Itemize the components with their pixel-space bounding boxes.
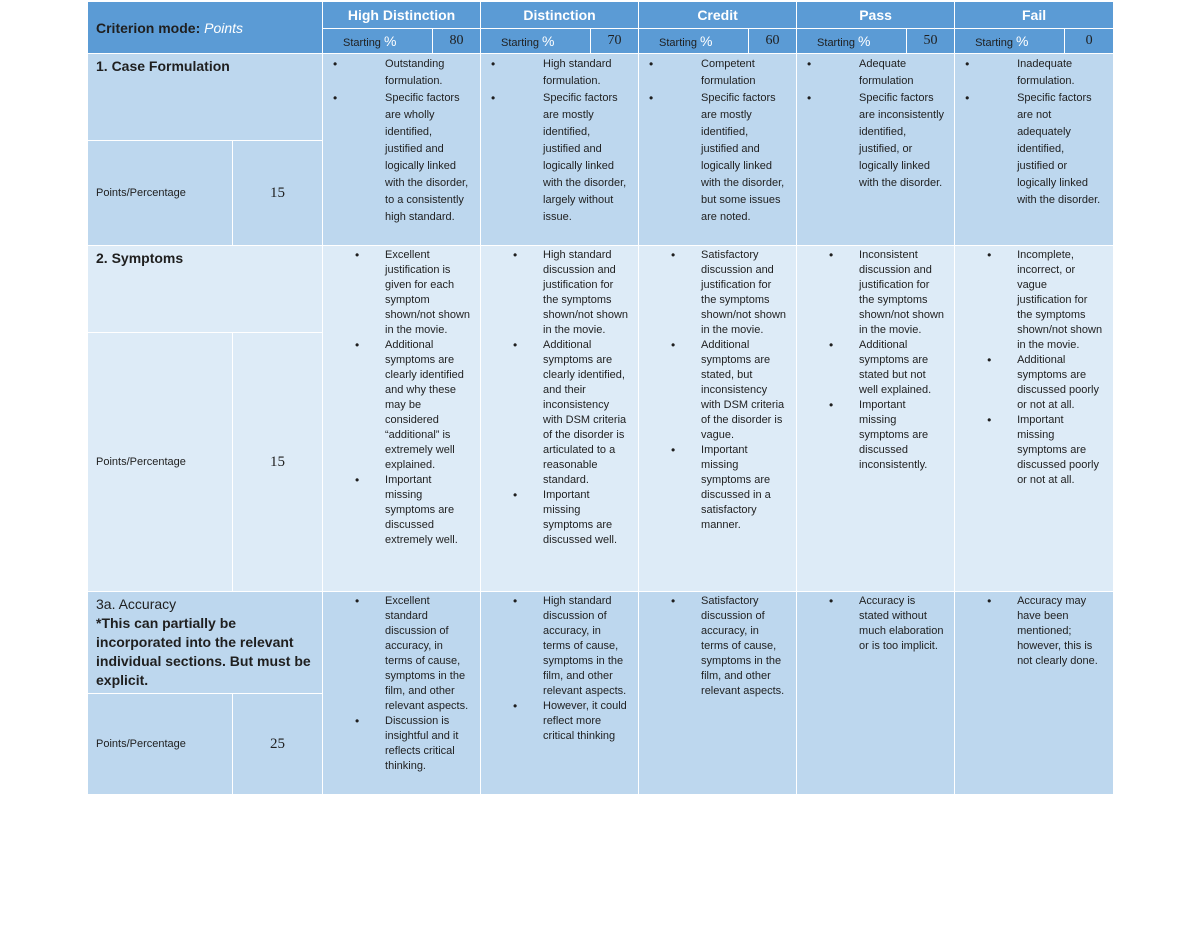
descriptor-list — [955, 56, 1113, 209]
criterion-mode-value: Points — [204, 19, 244, 36]
criterion-row-symptoms — [88, 246, 1114, 333]
starting-label-cell — [323, 29, 433, 54]
level-header-high-distinction: High Distinction — [323, 2, 481, 29]
descriptor-cell — [955, 54, 1114, 246]
descriptor-item: • Excellent standard discussion of accuracy, in terms of cause, symptoms in the film, and other relevant aspects. — [323, 594, 480, 714]
points-label: Points/Percentage — [88, 333, 233, 592]
descriptor-list — [797, 56, 954, 192]
descriptor-list — [323, 248, 480, 548]
level-header-pass: Pass — [797, 2, 955, 29]
starting-value-fail: 0 — [1065, 29, 1114, 54]
descriptor-cell — [797, 592, 955, 795]
descriptor-item: • Important missing symptoms are discussed extremely well. — [323, 473, 480, 548]
starting-label-cell — [955, 29, 1065, 54]
descriptor-item: • However, it could reflect more critical thinking — [481, 699, 638, 744]
descriptor-item: • Competent formulation — [639, 56, 796, 90]
descriptor-list — [797, 248, 954, 473]
starting-value-credit: 60 — [749, 29, 797, 54]
descriptor-cell — [797, 54, 955, 246]
starting-label: Starting — [659, 37, 697, 49]
descriptor-item: • Discussion is insightful and it reflects critical thinking. — [323, 714, 480, 774]
percent-symbol: % — [384, 33, 397, 49]
starting-label: Starting — [975, 37, 1013, 49]
descriptor-list — [481, 56, 638, 226]
starting-label-cell — [481, 29, 591, 54]
descriptor-cell — [955, 246, 1114, 592]
descriptor-cell — [323, 54, 481, 246]
descriptor-item: • Accuracy is stated without much elaboration or is too implicit. — [797, 594, 954, 654]
descriptor-list — [955, 594, 1113, 669]
starting-value-pass: 50 — [907, 29, 955, 54]
descriptor-item: • Additional symptoms are stated, but inconsistency with DSM criteria of the disorder is vague. — [639, 338, 796, 443]
descriptor-list — [639, 56, 796, 226]
descriptor-cell — [639, 246, 797, 592]
criterion-mode-label: Criterion mode: — [96, 19, 201, 36]
header-row — [88, 2, 1114, 29]
percent-symbol: % — [1016, 33, 1029, 49]
descriptor-item: • Additional symptoms are stated but not well explained. — [797, 338, 954, 398]
descriptor-item: • Excellent justification is given for each symptom shown/not shown in the movie. — [323, 248, 480, 338]
descriptor-item: • Specific factors are mostly identified, justified and logically linked with the disorder, but some issues are noted. — [639, 90, 796, 226]
criterion-row-case-formulation — [88, 54, 1114, 141]
descriptor-cell — [481, 592, 639, 795]
descriptor-cell — [955, 592, 1114, 795]
starting-label: Starting — [817, 37, 855, 49]
percent-symbol: % — [858, 33, 871, 49]
criterion-title: 3a. Accuracy — [96, 596, 177, 612]
descriptor-list — [323, 56, 480, 226]
descriptor-item: • Incomplete, incorrect, or vague justification for the symptoms shown/not shown in the movie. — [955, 248, 1113, 353]
descriptor-item: • Specific factors are inconsistently identified, justified, or logically linked with the disorder. — [797, 90, 954, 192]
criterion-title-cell — [88, 592, 323, 694]
starting-label: Starting — [501, 37, 539, 49]
descriptor-item: • High standard formulation. — [481, 56, 638, 90]
descriptor-cell — [481, 246, 639, 592]
descriptor-item: • Important missing symptoms are discussed inconsistently. — [797, 398, 954, 473]
criterion-note: *This can partially be incorporated into the relevant individual sections. But must be explicit. — [96, 615, 311, 688]
descriptor-cell — [323, 246, 481, 592]
starting-value-high-distinction: 80 — [433, 29, 481, 54]
starting-label-cell — [797, 29, 907, 54]
descriptor-item: • Specific factors are not adequately identified, justified or logically linked with the disorder. — [955, 90, 1113, 209]
descriptor-item: • Important missing symptoms are discussed well. — [481, 488, 638, 548]
points-value: 15 — [233, 141, 323, 246]
descriptor-item: • Satisfactory discussion of accuracy, in terms of cause, symptoms in the film, and other relevant aspects. — [639, 594, 796, 699]
criterion-row-accuracy — [88, 592, 1114, 694]
descriptor-cell — [797, 246, 955, 592]
level-header-distinction: Distinction — [481, 2, 639, 29]
descriptor-item: • Adequate formulation — [797, 56, 954, 90]
descriptor-cell — [639, 54, 797, 246]
criterion-title: 1. Case Formulation — [88, 54, 323, 141]
descriptor-item: • Important missing symptoms are discussed poorly or not at all. — [955, 413, 1113, 488]
descriptor-item: • Additional symptoms are discussed poorly or not at all. — [955, 353, 1113, 413]
descriptor-cell — [481, 54, 639, 246]
points-label: Points/Percentage — [88, 141, 233, 246]
starting-label: Starting — [343, 37, 381, 49]
descriptor-cell — [639, 592, 797, 795]
descriptor-item: • Satisfactory discussion and justification for the symptoms shown/not shown in the movie. — [639, 248, 796, 338]
starting-label-cell — [639, 29, 749, 54]
descriptor-item: • High standard discussion and justification for the symptoms shown/not shown in the movie. — [481, 248, 638, 338]
descriptor-item: • Important missing symptoms are discussed in a satisfactory manner. — [639, 443, 796, 533]
descriptor-item: • High standard discussion of accuracy, in terms of cause, symptoms in the film, and other relevant aspects. — [481, 594, 638, 699]
descriptor-list — [639, 594, 796, 699]
descriptor-item: • Additional symptoms are clearly identified, and their inconsistency with DSM criteria of the disorder is articulated to a reasonable standard. — [481, 338, 638, 488]
points-value: 15 — [233, 333, 323, 592]
percent-symbol: % — [542, 33, 555, 49]
descriptor-item: • Specific factors are mostly identified, justified and logically linked with the disorder, largely without issue. — [481, 90, 638, 226]
descriptor-item: • Inadequate formulation. — [955, 56, 1113, 90]
descriptor-item: • Outstanding formulation. — [323, 56, 480, 90]
percent-symbol: % — [700, 33, 713, 49]
descriptor-item: • Accuracy may have been mentioned; however, this is not clearly done. — [955, 594, 1113, 669]
criterion-mode-cell — [88, 2, 323, 54]
descriptor-item: • Specific factors are wholly identified, justified and logically linked with the disorder, to a consistently high standard. — [323, 90, 480, 226]
starting-value-distinction: 70 — [591, 29, 639, 54]
descriptor-list — [639, 248, 796, 533]
level-header-fail: Fail — [955, 2, 1114, 29]
descriptor-list — [797, 594, 954, 654]
descriptor-cell — [323, 592, 481, 795]
descriptor-list — [323, 594, 480, 774]
descriptor-list — [481, 594, 638, 744]
rubric-table — [87, 1, 1114, 795]
points-value: 25 — [233, 694, 323, 795]
descriptor-item: • Additional symptoms are clearly identified and why these may be considered “additional” is extremely well explained. — [323, 338, 480, 473]
descriptor-list — [481, 248, 638, 548]
criterion-title: 2. Symptoms — [88, 246, 323, 333]
descriptor-list — [955, 248, 1113, 488]
level-header-credit: Credit — [639, 2, 797, 29]
descriptor-item: • Inconsistent discussion and justification for the symptoms shown/not shown in the movie. — [797, 248, 954, 338]
points-label: Points/Percentage — [88, 694, 233, 795]
